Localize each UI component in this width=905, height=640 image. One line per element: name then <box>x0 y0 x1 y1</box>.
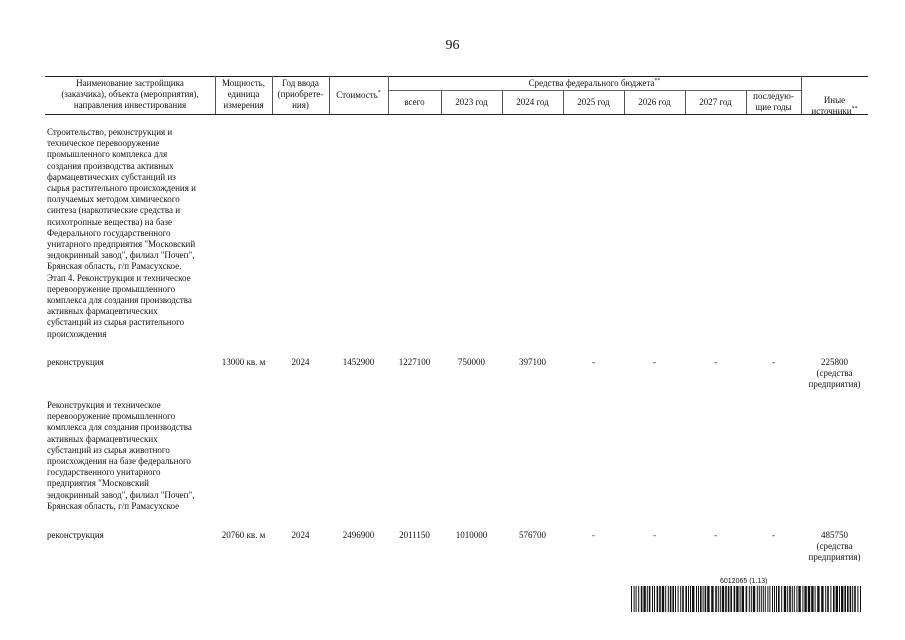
barcode-bar <box>798 586 800 612</box>
header-other-sources <box>801 84 868 117</box>
barcode-bar <box>815 586 816 612</box>
header-capacity: Мощность, единица измерения <box>221 78 266 110</box>
barcode-bar <box>707 586 709 612</box>
barcode-bar <box>654 586 655 612</box>
row-2-2025: - <box>592 530 595 540</box>
header-total: всего <box>404 97 425 107</box>
barcode-bar <box>778 586 780 612</box>
row-2-title: Реконструкция и техническое перевооружение промышленного комплекса для создания производства активных фармацевтических субстанций из сырья животного происхождения на базе федерального государственного унитарного предприятия "Московский эндокринный завод", филиал "Почеп", Брянская область, г/п Рамасухское <box>47 400 195 511</box>
barcode-bar <box>634 586 635 612</box>
row-2-2024: 576700 <box>519 530 546 540</box>
row-1-later-years: - <box>772 357 775 367</box>
row-2-later-years: - <box>772 530 775 540</box>
header-2027: 2027 год <box>699 97 732 107</box>
barcode-bar <box>774 586 775 612</box>
barcode-bar <box>638 586 639 612</box>
barcode-bar <box>821 586 823 612</box>
barcode-bar <box>761 586 762 612</box>
row-1-cost: 1452900 <box>342 357 375 367</box>
barcode-bar <box>700 586 702 612</box>
barcode-bar <box>711 586 713 612</box>
barcode-bar <box>825 586 826 612</box>
barcode-bar <box>850 586 852 612</box>
barcode-bar <box>675 586 676 612</box>
row-1-direction: реконструкция <box>47 357 104 367</box>
barcode-bar <box>830 586 831 612</box>
barcode-bar <box>636 586 637 612</box>
barcode-bar <box>759 586 760 612</box>
barcode-bar <box>690 586 691 612</box>
barcode-bar <box>647 586 648 612</box>
barcode-bar <box>787 586 788 612</box>
row-1-2027: - <box>714 357 717 367</box>
barcode-bar <box>665 586 666 612</box>
barcode-bar <box>685 586 687 612</box>
barcode-caption: 6012065 (1.13) <box>720 578 768 585</box>
barcode-bar <box>643 586 645 612</box>
row-1-year: 2024 <box>291 357 310 367</box>
header-other-sources-mark: ** <box>851 106 858 112</box>
barcode-bar <box>765 586 766 612</box>
barcode-bar <box>657 586 659 612</box>
barcode-bar <box>746 586 748 612</box>
barcode-bar <box>753 586 755 612</box>
barcode-bar <box>672 586 674 612</box>
barcode-bar <box>728 586 730 612</box>
row-1-title: Строительство, реконструкция и техническое перевооружение промышленного комплекса для создания производства активных фармацевтических субстанций из сырья растительного происхождения и получаемых методом химического синтеза (наркотические средства и психотропные вещества) на базе Федерального государственного унитарного предприятия "Московский эндокринный завод", филиал "Почеп", Брянская область, г/п Рамасухское. Этап 4. Реконструкция и техническое перевооружение промышленного комплекса для создания производства активных фармацевтических субстанций из сырья растительного происхождения <box>47 127 196 339</box>
barcode-bar <box>692 586 694 612</box>
row-2-year: 2024 <box>291 530 310 540</box>
barcode-bar <box>720 586 721 612</box>
barcode-bar <box>781 586 782 612</box>
barcode-bar <box>857 586 858 612</box>
row-2-2026: - <box>653 530 656 540</box>
barcode-bar <box>794 586 795 612</box>
header-2026: 2026 год <box>638 97 671 107</box>
header-cost <box>329 90 388 101</box>
barcode-bar <box>789 586 791 612</box>
barcode-bar <box>841 586 843 612</box>
barcode-bar <box>662 586 664 612</box>
barcode-bar <box>817 586 819 612</box>
barcode-bar <box>718 586 719 612</box>
header-cost-mark: * <box>377 90 381 96</box>
barcode-bar <box>696 586 697 612</box>
barcode-bar <box>688 586 689 612</box>
barcode-bar <box>698 586 699 612</box>
barcode-bar <box>670 586 672 612</box>
barcode-bar <box>631 586 632 612</box>
barcode-bar <box>659 586 661 612</box>
barcode-bar <box>836 586 838 612</box>
barcode-bar <box>792 586 793 612</box>
barcode-bar <box>652 586 653 612</box>
page-number: 96 <box>445 38 460 53</box>
barcode-bar <box>811 586 813 612</box>
header-2024: 2024 год <box>516 97 549 107</box>
row-1-2023: 750000 <box>458 357 485 367</box>
barcode-bar <box>680 586 681 612</box>
barcode-bar <box>860 586 861 612</box>
row-1-capacity: 13000 кв. м <box>221 357 266 367</box>
header-2023: 2023 год <box>455 97 488 107</box>
row-2-2027: - <box>714 530 717 540</box>
barcode-bar <box>641 586 643 612</box>
barcode-bar <box>802 586 803 612</box>
barcode-bar <box>796 586 797 612</box>
header-other-sources-label: Иные источники <box>811 95 852 116</box>
row-2-capacity: 20760 кв. м <box>221 530 266 540</box>
header-2025: 2025 год <box>577 97 610 107</box>
barcode-bar <box>751 586 752 612</box>
barcode-bar <box>736 586 738 612</box>
barcode-bar <box>682 586 684 612</box>
row-2-total: 2011150 <box>399 530 430 540</box>
barcode-bar <box>678 586 679 612</box>
header-cost-label: Стоимость <box>336 90 378 100</box>
row-1-other-sources: 225800 (средства предприятия) <box>808 357 861 389</box>
barcode-bar <box>772 586 773 612</box>
table-top-rule <box>45 76 868 77</box>
barcode-bar <box>734 586 736 612</box>
barcode-bar <box>703 586 704 612</box>
header-name: Наименование застройщика (заказчика), объекта (мероприятия), направления инвестирования <box>61 78 199 110</box>
barcode-bar <box>808 586 810 612</box>
barcode-bar <box>847 586 849 612</box>
row-2-other-sources: 485750 (средства предприятия) <box>808 530 861 562</box>
row-1-total: 1227100 <box>398 357 431 367</box>
barcode-bar <box>742 586 744 612</box>
header-federal-budget-label: Средства федерального бюджета <box>528 78 655 88</box>
row-2-2023: 1010000 <box>455 530 488 540</box>
row-1-2025: - <box>592 357 595 367</box>
barcode-bar <box>852 586 853 612</box>
row-2-direction: реконструкция <box>47 530 104 540</box>
barcode-bar <box>833 586 835 612</box>
barcode-bar <box>725 586 727 612</box>
barcode-bar <box>767 586 768 612</box>
barcode <box>631 586 861 612</box>
barcode-bar <box>763 586 764 612</box>
barcode-bar <box>844 586 846 612</box>
barcode-bar <box>649 586 651 612</box>
row-1-2024: 397100 <box>519 357 546 367</box>
row-2-cost: 2496900 <box>342 530 375 540</box>
header-federal-budget <box>388 78 801 89</box>
row-1-2026: - <box>653 357 656 367</box>
barcode-bar <box>804 586 806 612</box>
barcode-bar <box>769 586 770 612</box>
barcode-bar <box>776 586 777 612</box>
header-year: Год ввода (приобрете- ния) <box>277 78 324 110</box>
header-federal-budget-mark: ** <box>654 78 661 84</box>
barcode-bar <box>827 586 829 612</box>
header-later-years: последую- щие годы <box>753 91 794 112</box>
barcode-bar <box>715 586 717 612</box>
barcode-bar <box>722 586 724 612</box>
barcode-bar <box>749 586 750 612</box>
table-header-bottom-rule <box>45 114 868 115</box>
barcode-bar <box>705 586 707 612</box>
barcode-bar <box>784 586 786 612</box>
barcode-bar <box>757 586 758 612</box>
barcode-bar <box>730 586 732 612</box>
barcode-bar <box>668 586 669 612</box>
barcode-bar <box>854 586 856 612</box>
federal-budget-rule <box>388 90 801 91</box>
barcode-bar <box>740 586 741 612</box>
barcode-bar <box>839 586 840 612</box>
